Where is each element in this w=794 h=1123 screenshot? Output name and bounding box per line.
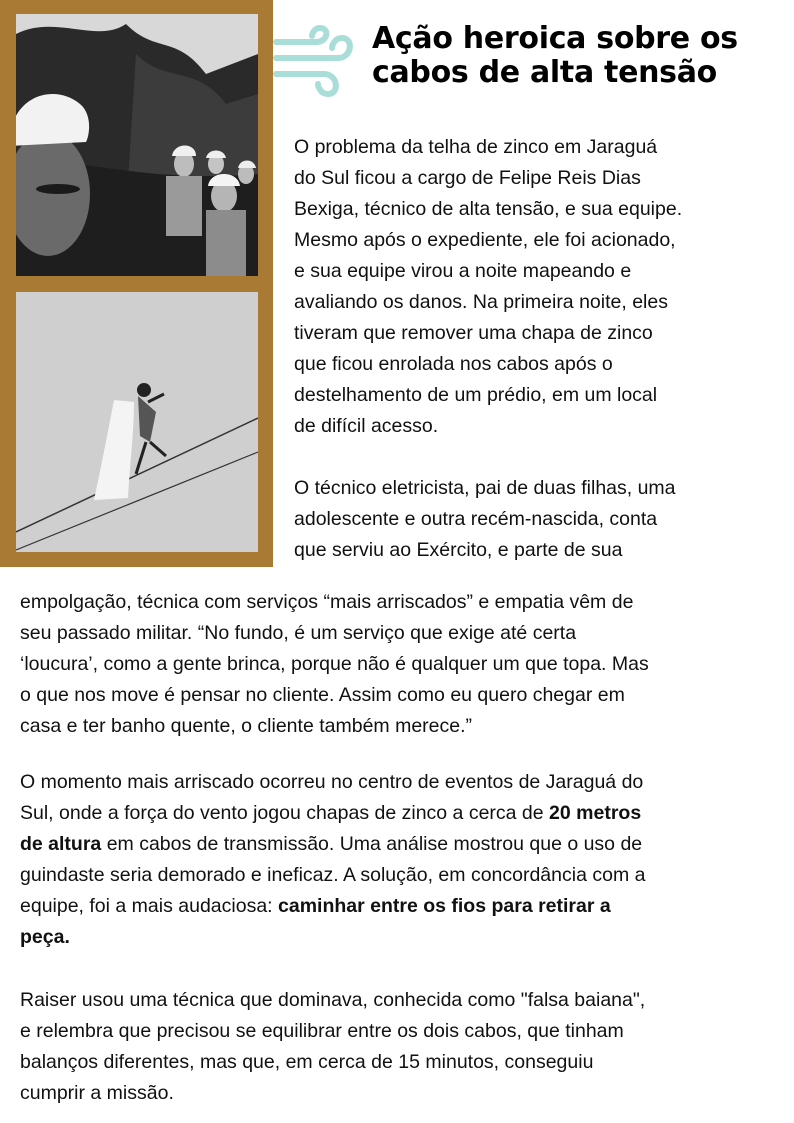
text-line: seu passado militar. “No fundo, é um serviço que exige até certa — [20, 622, 577, 644]
wire-walk-photo — [16, 292, 258, 552]
text-line: adolescente e outra recém-nascida, conta — [294, 508, 658, 530]
column-text — [294, 132, 764, 566]
text-line: avaliando os danos. Na primeira noite, eles — [294, 291, 668, 313]
text-line: Raiser usou uma técnica que dominava, conhecida como "falsa baiana", — [20, 989, 646, 1011]
text-span: em cabos de transmissão. Uma análise mostrou que o uso de — [101, 833, 643, 855]
text-line: Bexiga, técnico de alta tensão, e sua equipe. — [294, 198, 683, 220]
text-line: cumprir a missão. — [20, 1082, 174, 1104]
text-line: empolgação, técnica com serviços “mais arriscados” e empatia vêm de — [20, 591, 634, 613]
text-line — [20, 798, 780, 829]
paragraph-3 — [20, 767, 780, 953]
text-line — [20, 829, 780, 860]
text-line: guindaste seria demorado e ineficaz. A solução, em concordância com a — [20, 864, 646, 886]
text-line: casa e ter banho quente, o cliente também merece.” — [20, 715, 473, 737]
text-line: que ficou enrolada nos cabos após o — [294, 353, 613, 375]
text-line: que serviu ao Exército, e parte de sua — [294, 539, 623, 561]
text-line: e sua equipe virou a noite mapeando e — [294, 260, 632, 282]
text-line: O técnico eletricista, pai de duas filhas, uma — [294, 477, 676, 499]
article-headline — [372, 22, 782, 90]
text-line — [20, 891, 780, 922]
bold-text: 20 metros — [549, 802, 642, 824]
wind-icon — [272, 24, 360, 100]
text-span: Sul, onde a força do vento jogou chapas de zinco a cerca de — [20, 802, 550, 824]
crew-selfie-photo — [16, 14, 258, 276]
text-line: do Sul ficou a cargo de Felipe Reis Dias — [294, 167, 641, 189]
paragraph-1 — [294, 132, 764, 442]
text-span: equipe, foi a mais audaciosa: — [20, 895, 278, 917]
bold-text: peça. — [20, 926, 70, 948]
text-line: de difícil acesso. — [294, 415, 439, 437]
text-line: O problema da telha de zinco em Jaraguá — [294, 136, 658, 158]
paragraph-2-start — [294, 473, 764, 566]
text-line: destelhamento de um prédio, em um local — [294, 384, 658, 406]
paragraph-4 — [20, 985, 780, 1109]
text-line: e relembra que precisou se equilibrar entre os dois cabos, que tinham — [20, 1020, 624, 1042]
text-line: tiveram que remover uma chapa de zinco — [294, 322, 653, 344]
text-line: O momento mais arriscado ocorreu no centro de eventos de Jaraguá do — [20, 771, 644, 793]
text-line: o que nos move é pensar no cliente. Assim como eu quero chegar em — [20, 684, 625, 706]
paragraph-2-continued — [20, 587, 780, 742]
text-line: ‘loucura’, como a gente brinca, porque não é qualquer um que topa. Mas — [20, 653, 649, 675]
headline-line-1: Ação heroica sobre os — [372, 21, 738, 56]
text-line: balanços diferentes, mas que, em cerca de 15 minutos, conseguiu — [20, 1051, 594, 1073]
photo-frame — [0, 0, 273, 567]
text-line: Mesmo após o expediente, ele foi acionado, — [294, 229, 676, 251]
bold-text: de altura — [20, 833, 102, 855]
headline-line-2: cabos de alta tensão — [372, 55, 717, 90]
bold-text: caminhar entre os fios para retirar a — [278, 895, 611, 917]
